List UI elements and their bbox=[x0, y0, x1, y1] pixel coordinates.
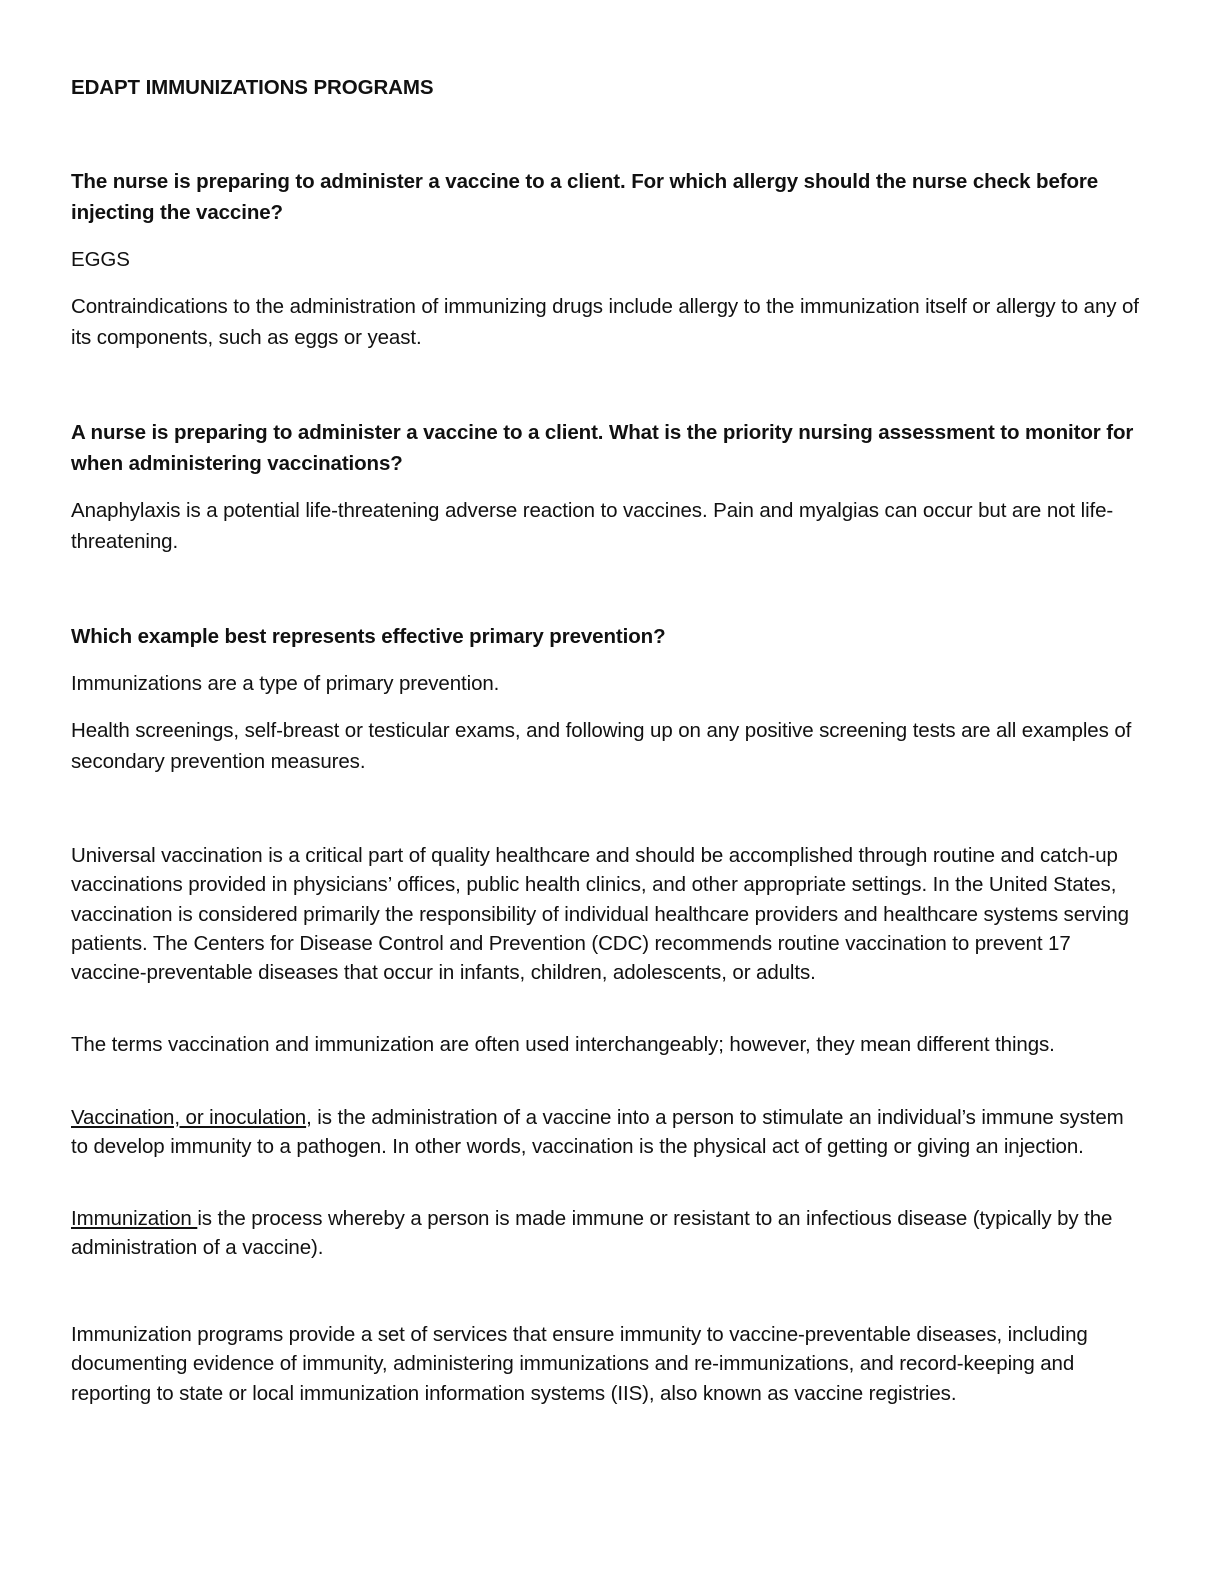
paragraph-terms: The terms vaccination and immunization are often used interchangeably; however, they mean different things. bbox=[71, 1033, 1055, 1056]
paragraph-immunization-definition bbox=[71, 1204, 1146, 1263]
rationale-3: Health screenings, self-breast or testicular exams, and following up on any positive screening tests are all examples of secondary prevention measures. bbox=[71, 719, 1132, 773]
answer-3: Immunizations are a type of primary prevention. bbox=[71, 672, 500, 695]
vaccination-term: Vaccination, or inoculation bbox=[71, 1106, 307, 1129]
rationale-2: Anaphylaxis is a potential life-threatening adverse reaction to vaccines. Pain and myalgias can occur but are not life-threatening. bbox=[71, 499, 1114, 553]
question-1: The nurse is preparing to administer a vaccine to a client. For which allergy should the nurse check before injecting the vaccine? bbox=[71, 170, 1099, 224]
vaccination-definition: , is the administration of a vaccine into a person to stimulate an individual’s immune system to develop immunity to a pathogen. In other words, vaccination is the physical act of getting or giving an injection. bbox=[71, 1106, 1124, 1159]
question-3: Which example best represents effective primary prevention? bbox=[71, 625, 666, 648]
immunization-term: Immunization bbox=[71, 1207, 198, 1230]
document-title: EDAPT IMMUNIZATIONS PROGRAMS bbox=[71, 76, 434, 99]
immunization-definition: is the process whereby a person is made immune or resistant to an infectious disease (typically by the administration of a vaccine). bbox=[71, 1207, 1113, 1260]
rationale-1: Contraindications to the administration of immunizing drugs include allergy to the immunization itself or allergy to any of its components, such as eggs or yeast. bbox=[71, 295, 1139, 349]
question-2: A nurse is preparing to administer a vaccine to a client. What is the priority nursing assessment to monitor for when administering vaccinations? bbox=[71, 421, 1134, 475]
paragraph-immunization-programs: Immunization programs provide a set of services that ensure immunity to vaccine-preventable diseases, including documenting evidence of immunity, administering immunizations and re-immunizations, and record-keeping and reporting to state or local immunization information systems (IIS), also known as vaccine registries. bbox=[71, 1323, 1088, 1405]
answer-1: EGGS bbox=[71, 248, 130, 271]
paragraph-vaccination-definition bbox=[71, 1103, 1146, 1162]
paragraph-universal-vaccination: Universal vaccination is a critical part of quality healthcare and should be accomplished through routine and catch-up vaccinations provided in physicians’ offices, public health clinics, and other appropriate settings. In the United States, vaccination is considered primarily the responsibility of individual healthcare providers and healthcare systems serving patients. The Centers for Disease Control and Prevention (CDC) recommends routine vaccination to prevent 17 vaccine-preventable diseases that occur in infants, children, adolescents, or adults. bbox=[71, 844, 1129, 985]
